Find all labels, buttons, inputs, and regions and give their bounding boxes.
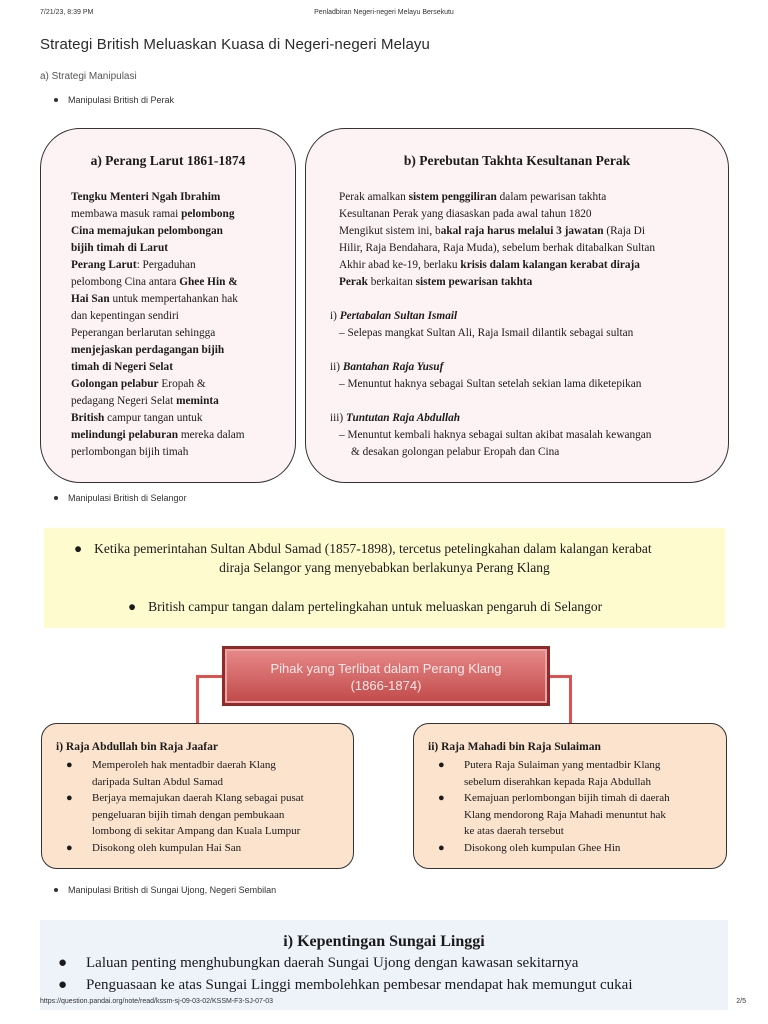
bullet-dot-icon: ● — [66, 759, 73, 771]
text-run: – Menuntut kembali haknya sebagai sultan akibat masalah kewangan — [339, 429, 652, 441]
text-run: pedagang Negeri Selat — [71, 395, 177, 407]
text-run: membawa masuk ramai — [71, 208, 182, 220]
text-run: daripada Sultan Abdul Samad — [92, 775, 224, 788]
bullet-dot-icon: ● — [66, 841, 73, 854]
text-run: Akhir abad ke-19, berlaku — [339, 259, 461, 271]
text-run: – Menuntut haknya sebagai Sultan setelah sekian lama diketepikan — [339, 378, 642, 390]
raja-abdullah-list — [66, 757, 347, 856]
bullet-dot-icon — [54, 496, 58, 500]
text-run: krisis dalam kalangan kerabat diraja — [460, 259, 640, 271]
text-run: Peperangan berlarutan sehingga — [71, 327, 216, 339]
raja-mahadi-list — [438, 757, 720, 856]
list-item — [66, 790, 347, 840]
text-run: Perang Larut — [71, 259, 137, 271]
perang-larut-heading: a) Perang Larut 1861-1874 — [90, 153, 246, 168]
raja-abdullah-box — [41, 723, 354, 869]
sub-heading: Bantahan Raja Yusuf — [342, 361, 444, 373]
text-run: Cina memajukan pelombongan — [71, 225, 223, 237]
text-run: untuk mempertahankan hak — [109, 293, 238, 305]
page-title: Strategi British Meluaskan Kuasa di Negeri-negeri Melayu — [40, 36, 430, 53]
bullet-dot-icon: ● — [438, 792, 445, 804]
sungai-linggi-heading: i) Kepentingan Sungai Linggi — [283, 933, 485, 950]
banner-title: Pihak yang Terlibat dalam Perang Klang — [270, 661, 502, 676]
text-run: Perak — [339, 276, 368, 288]
text-run: meminta — [176, 395, 219, 407]
text-run: sistem pewarisan takhta — [415, 276, 533, 288]
list-item — [438, 790, 720, 840]
selangor-point-2 — [128, 599, 602, 615]
bullet-dot-icon: ● — [58, 977, 68, 993]
text-run: Perak amalkan — [339, 191, 409, 203]
bullet-dot-icon: ● — [438, 841, 445, 854]
raja-abdullah-heading: i) Raja Abdullah bin Raja Jaafar — [56, 741, 218, 753]
text-run: campur tangan untuk — [104, 412, 203, 424]
text-run: Golongan pelabur — [71, 378, 159, 390]
text-run: Disokong oleh kumpulan Hai San — [92, 841, 242, 854]
banner-years: (1866-1874) — [350, 678, 422, 693]
text-run: Eropah & — [158, 378, 206, 390]
list-item — [66, 840, 347, 857]
text-run: berkaitan — [367, 276, 416, 288]
text-run: Ghee Hin & — [179, 276, 238, 288]
text-run: British — [71, 412, 105, 424]
perebutan-takhta-body — [330, 189, 714, 461]
text-run: & desakan golongan pelabur Eropah dan Cina — [351, 446, 560, 458]
bullet-dot-icon: ● — [74, 541, 83, 556]
text-run: ii) — [330, 361, 343, 373]
text-run: lombong di sekitar Ampang dan Kuala Lumpur — [92, 825, 301, 837]
connector-line — [569, 675, 572, 724]
perebutan-takhta-box — [305, 128, 729, 483]
text-run: menjejaskan perdagangan bijih — [71, 344, 225, 356]
perang-klang-banner — [222, 646, 550, 706]
print-date: 7/21/23, 8:39 PM — [40, 9, 94, 16]
selangor-point-1 — [74, 541, 652, 557]
text-run: Putera Raja Sulaiman yang mentadbir Klang — [464, 759, 661, 771]
text-run: melindungi pelaburan — [71, 429, 179, 441]
perang-larut-box — [40, 128, 296, 483]
text-run: iii) — [330, 412, 347, 424]
raja-mahadi-heading: ii) Raja Mahadi bin Raja Sulaiman — [428, 741, 601, 753]
connector-line — [196, 675, 222, 678]
bullet-dot-icon: ● — [58, 955, 68, 971]
text-run: mereka dalam — [178, 429, 245, 441]
sungai-linggi-point-1 — [58, 955, 578, 972]
bullet-dot-icon — [54, 98, 58, 102]
text-run: i) — [330, 310, 340, 322]
text-run: Kemajuan perlombongan bijih timah di daerah — [464, 792, 670, 804]
perebutan-takhta-heading: b) Perebutan Takhta Kesultanan Perak — [403, 153, 631, 168]
text-run: pelombong — [181, 208, 235, 220]
text-run: sistem penggiliran — [408, 191, 497, 203]
text-run: Tengku Menteri Ngah Ibrahim — [71, 191, 221, 203]
text-run: akal raja harus melalui 3 jawatan — [440, 225, 604, 237]
bullet-dot-icon: ● — [128, 599, 137, 614]
text-run: Kesultanan Perak yang diasaskan pada awal tahun 1820 — [339, 208, 592, 220]
list-item — [438, 757, 720, 790]
list-item — [66, 757, 347, 790]
text-run: Penguasaan ke atas Sungai Linggi membolehkan pembesar mendapat hak memungut cukai — [86, 977, 633, 993]
text-run: timah di Negeri Selat — [71, 361, 173, 373]
text-run: : Pergaduhan — [136, 259, 196, 271]
section-heading: a) Strategi Manipulasi — [40, 71, 137, 82]
bullet-perak — [54, 95, 174, 105]
sub-heading: Pertabalan Sultan Ismail — [339, 310, 458, 322]
page-number: 2/5 — [736, 998, 746, 1005]
print-title: Penladbiran Negeri-negeri Melayu Bersekutu — [314, 9, 454, 16]
list-item — [438, 840, 720, 857]
sungai-linggi-box — [40, 920, 728, 1010]
text-run: pelombong Cina antara — [71, 276, 180, 288]
selangor-summary-box — [44, 528, 725, 628]
bullet-sungai-ujong-label: Manipulasi British di Sungai Ujong, Negeri Sembilan — [68, 885, 277, 895]
text-run: British campur tangan dalam pertelingkahan untuk meluaskan pengaruh di Selangor — [148, 599, 603, 614]
text-run: ke atas daerah tersebut — [464, 825, 564, 837]
text-run: – Selepas mangkat Sultan Ali, Raja Ismail dilantik sebagai sultan — [339, 327, 634, 339]
sungai-linggi-point-2 — [58, 977, 633, 994]
text-run: dan kepentingan sendiri — [71, 310, 179, 322]
text-run: (Raja Di — [603, 225, 645, 237]
print-footer — [40, 998, 746, 1010]
sub-heading: Tuntutan Raja Abdullah — [346, 412, 461, 424]
print-url: https://question.pandai.org/note/read/kssm-sj-09-03-02/KSSM-F3-SJ-07-03 — [40, 998, 274, 1005]
text-run: perlombongan bijih timah — [71, 446, 189, 458]
text-run: pengeluaran bijih timah dengan pembukaan — [92, 808, 285, 821]
text-run: Berjaya memajukan daerah Klang sebagai pusat — [92, 792, 304, 804]
text-run: Mengikut sistem ini, b — [339, 225, 441, 237]
connector-line — [196, 675, 199, 724]
bullet-sungai-ujong — [54, 885, 276, 895]
bullet-perak-label: Manipulasi British di Perak — [68, 95, 175, 105]
text-run: Hilir, Raja Bendahara, Raja Muda), sebelum berhak ditabalkan Sultan — [339, 242, 656, 254]
text-run: sebelum diserahkan kepada Raja Abdullah — [464, 775, 651, 788]
bullet-dot-icon: ● — [66, 792, 73, 804]
text-run: Laluan penting menghubungkan daerah Sungai Ujong dengan kawasan sekitarnya — [86, 955, 579, 971]
text-run: dalam pewarisan takhta — [496, 191, 607, 203]
text-run: bijih timah di Larut — [71, 242, 168, 254]
text-run: Hai San — [71, 293, 110, 305]
perang-larut-body — [71, 189, 277, 461]
print-header — [40, 9, 728, 21]
text-run: Disokong oleh kumpulan Ghee Hin — [464, 841, 621, 854]
bullet-selangor — [54, 493, 187, 503]
selangor-point-1-cont: diraja Selangor yang menyebabkan berlakunya Perang Klang — [219, 560, 550, 575]
bullet-dot-icon — [54, 888, 58, 892]
text-run: Memperoleh hak mentadbir daerah Klang — [92, 759, 276, 771]
bullet-dot-icon: ● — [438, 759, 445, 771]
raja-mahadi-box — [413, 723, 727, 869]
text-run: Ketika pemerintahan Sultan Abdul Samad (1857-1898), tercetus petelingkahan dalam kalangan kerabat — [94, 541, 652, 556]
bullet-selangor-label: Manipulasi British di Selangor — [68, 493, 187, 503]
text-run: Klang mendorong Raja Mahadi menuntut hak — [464, 808, 666, 821]
